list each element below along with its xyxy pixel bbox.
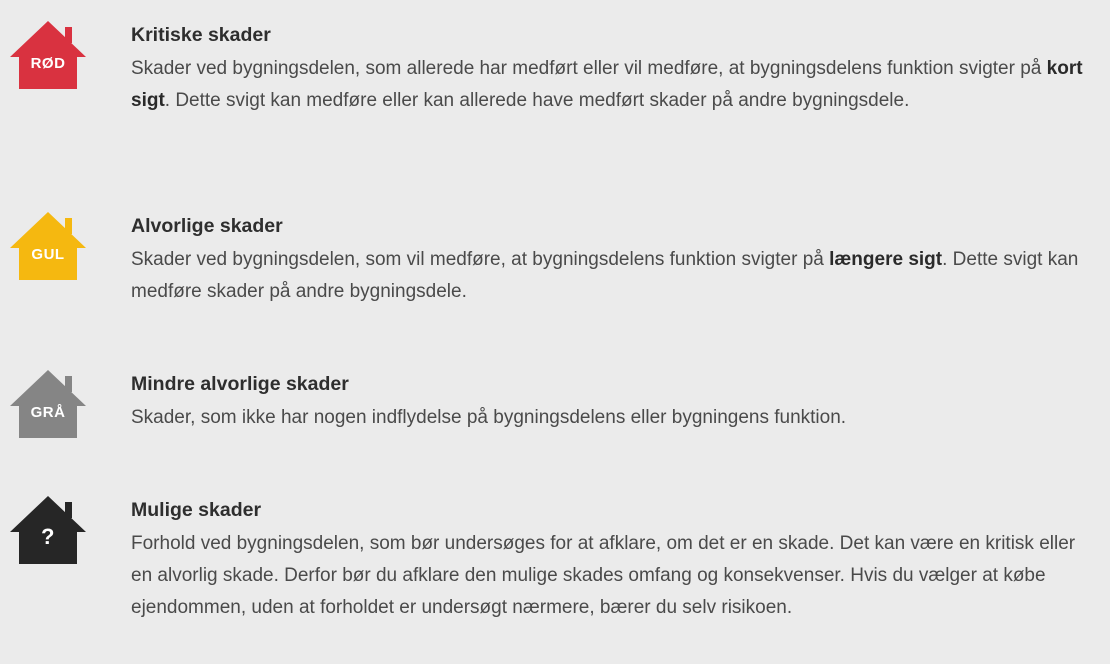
- category-title: Alvorlige skader: [131, 215, 283, 237]
- house-badge-label: ?: [41, 524, 55, 549]
- category-description: Skader, som ikke har nogen indflydelse på bygningsdelens eller bygningens funktion.: [131, 407, 847, 428]
- question-house-icon: [10, 496, 86, 564]
- category-description: Forhold ved bygningsdelen, som bør undersøges for at afklare, om det er en skade. Det kan være en kritisk eller en alvorlig skade. Derfor bør du afklare den mulige skades omfang og konsekvenser. Hvis du vælger at købe ejendommen, uden at forholdet er undersøgt nærmere, bærer du selv risikoen.: [131, 533, 1076, 618]
- red-house-icon: [10, 21, 86, 89]
- category-title: Mindre alvorlige skader: [131, 373, 349, 395]
- gray-house-icon: [10, 370, 86, 438]
- category-title: Kritiske skader: [131, 24, 271, 46]
- house-badge-label: GRÅ: [30, 404, 66, 421]
- category-description: Skader ved bygningsdelen, som vil medføre, at bygningsdelens funktion svigter på længere sigt. Dette svigt kan medføre skader på andre bygningsdele.: [131, 249, 1079, 302]
- category-description: Skader ved bygningsdelen, som allerede har medført eller vil medføre, at bygningsdelens funktion svigter på kort sigt. Dette svigt kan medføre eller kan allerede have medført skader på andre bygningsdele.: [131, 58, 1083, 111]
- house-badge-label: GUL: [31, 246, 65, 263]
- category-title: Mulige skader: [131, 499, 262, 521]
- house-badge-label: RØD: [30, 55, 66, 72]
- yellow-house-icon: [10, 212, 86, 280]
